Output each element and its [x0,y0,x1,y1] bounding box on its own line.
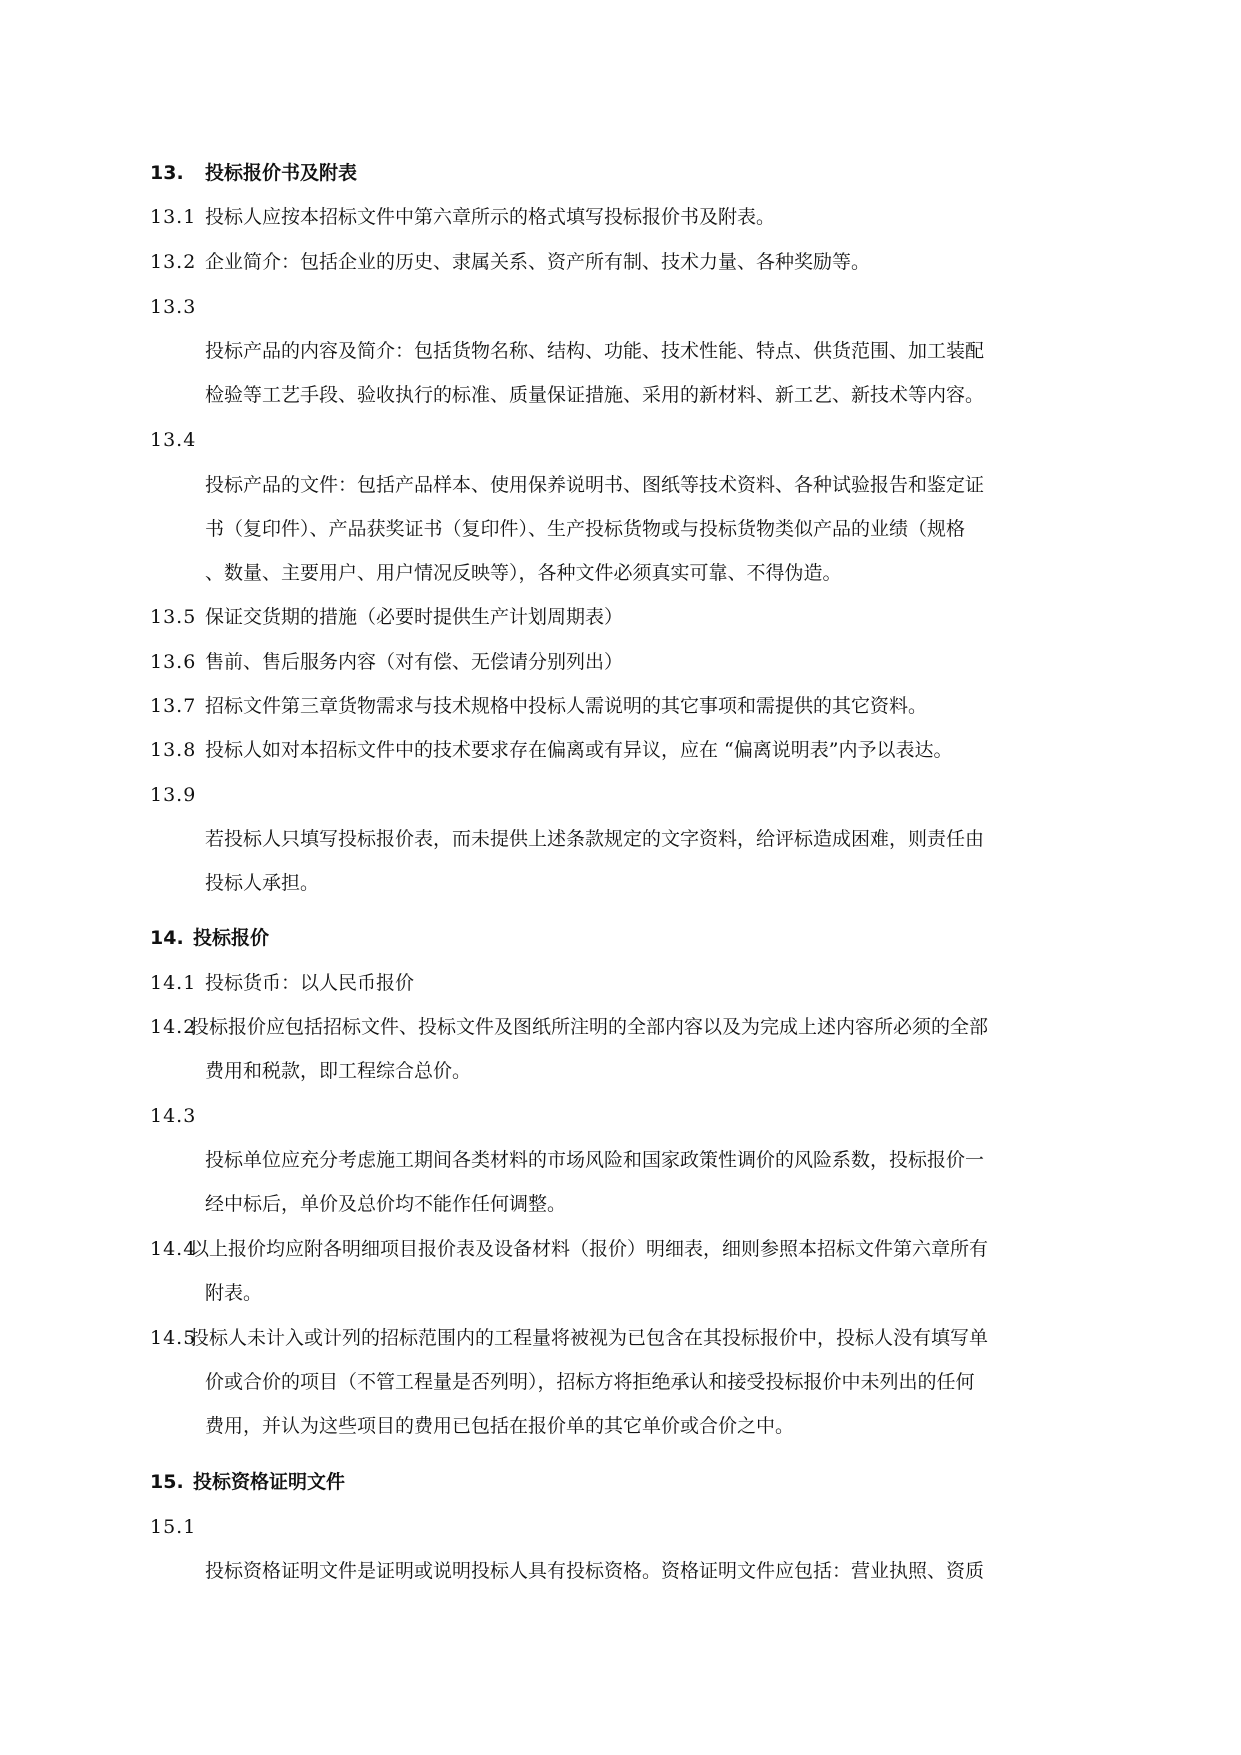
item-13-1-text: 投标人应按本招标文件中第六章所示的格式填写投标报价书及附表。 [205,206,776,228]
item-14-4-line: 附表。 [205,1282,263,1304]
item-13-4-line: 、数量、主要用户、用户情况反映等），各种文件必须真实可靠、不得伪造。 [205,562,842,584]
item-14-3-number: 14.3 [150,1105,197,1127]
item-14-3-line: 投标单位应充分考虑施工期间各类材料的市场风险和国家政策性调价的风险系数，投标报价一 [205,1149,985,1171]
item-13-2-number: 13.2 [150,251,197,273]
item-13-5-number: 13.5 [150,606,197,628]
item-14-2-line: 投标报价应包括招标文件、投标文件及图纸所注明的全部内容以及为完成上述内容所必须的全部 [190,1016,989,1038]
item-13-3-number: 13.3 [150,296,197,318]
item-13-7-number: 13.7 [150,695,197,717]
item-13-4-line: 书（复印件）、产品获奖证书（复印件）、生产投标货物或与投标货物类似产品的业绩（规格 [205,518,966,540]
item-13-7-text: 招标文件第三章货物需求与技术规格中投标人需说明的其它事项和需提供的其它资料。 [205,695,928,717]
item-15-1-line: 投标资格证明文件是证明或说明投标人具有投标资格。资格证明文件应包括：营业执照、资质 [205,1560,985,1582]
item-14-4-line: 以上报价均应附各明细项目报价表及设备材料（报价）明细表，细则参照本招标文件第六章所有 [190,1238,989,1260]
item-14-2-number: 14.2 [150,1016,197,1038]
item-14-3-line: 经中标后，单价及总价均不能作任何调整。 [205,1193,567,1215]
item-14-4-number: 14.4 [150,1238,197,1260]
item-14-5-line: 价或合价的项目（不管工程量是否列明），招标方将拒绝承认和接受投标报价中未列出的任何 [205,1371,975,1393]
section-13-number: 13. [150,162,184,184]
item-13-9-line: 投标人承担。 [205,872,320,894]
item-13-3-line: 投标产品的内容及简介：包括货物名称、结构、功能、技术性能、特点、供货范围、加工装配 [205,340,985,362]
item-13-8-number: 13.8 [150,739,197,761]
item-13-8-text: 投标人如对本招标文件中的技术要求存在偏离或有异议，应在 “偏离说明表”内予以表达。 [205,739,953,761]
item-14-1-number: 14.1 [150,972,197,994]
item-14-2-line: 费用和税款，即工程综合总价。 [205,1060,472,1082]
item-13-4-line: 投标产品的文件：包括产品样本、使用保养说明书、图纸等技术资料、各种试验报告和鉴定证 [205,474,985,496]
section-15-number: 15. [150,1471,184,1493]
item-13-5-text: 保证交货期的措施（必要时提供生产计划周期表） [205,606,624,628]
section-14-number: 14. [150,927,184,949]
item-14-5-number: 14.5 [150,1327,197,1349]
item-13-4-number: 13.4 [150,429,197,451]
item-15-1-number: 15.1 [150,1516,197,1538]
item-13-3-line: 检验等工艺手段、验收执行的标准、质量保证措施、采用的新材料、新工艺、新技术等内容。 [205,384,985,406]
section-15-title: 投标资格证明文件 [193,1471,346,1493]
item-13-6-number: 13.6 [150,651,197,673]
section-13-title: 投标报价书及附表 [205,162,358,184]
item-14-5-line: 投标人未计入或计列的招标范围内的工程量将被视为已包含在其投标报价中，投标人没有填写单 [190,1327,989,1349]
item-13-6-text: 售前、售后服务内容（对有偿、无偿请分别列出） [205,651,624,673]
item-14-1-text: 投标货币：以人民币报价 [205,972,415,994]
item-13-9-number: 13.9 [150,784,197,806]
section-14-title: 投标报价 [193,927,270,949]
item-13-1-number: 13.1 [150,206,197,228]
item-13-2-text: 企业简介：包括企业的历史、隶属关系、资产所有制、技术力量、各种奖励等。 [205,251,871,273]
item-14-5-line: 费用，并认为这些项目的费用已包括在报价单的其它单价或合价之中。 [205,1415,795,1437]
item-13-9-line: 若投标人只填写投标报价表，而未提供上述条款规定的文字资料，给评标造成困难，则责任由 [205,828,985,850]
